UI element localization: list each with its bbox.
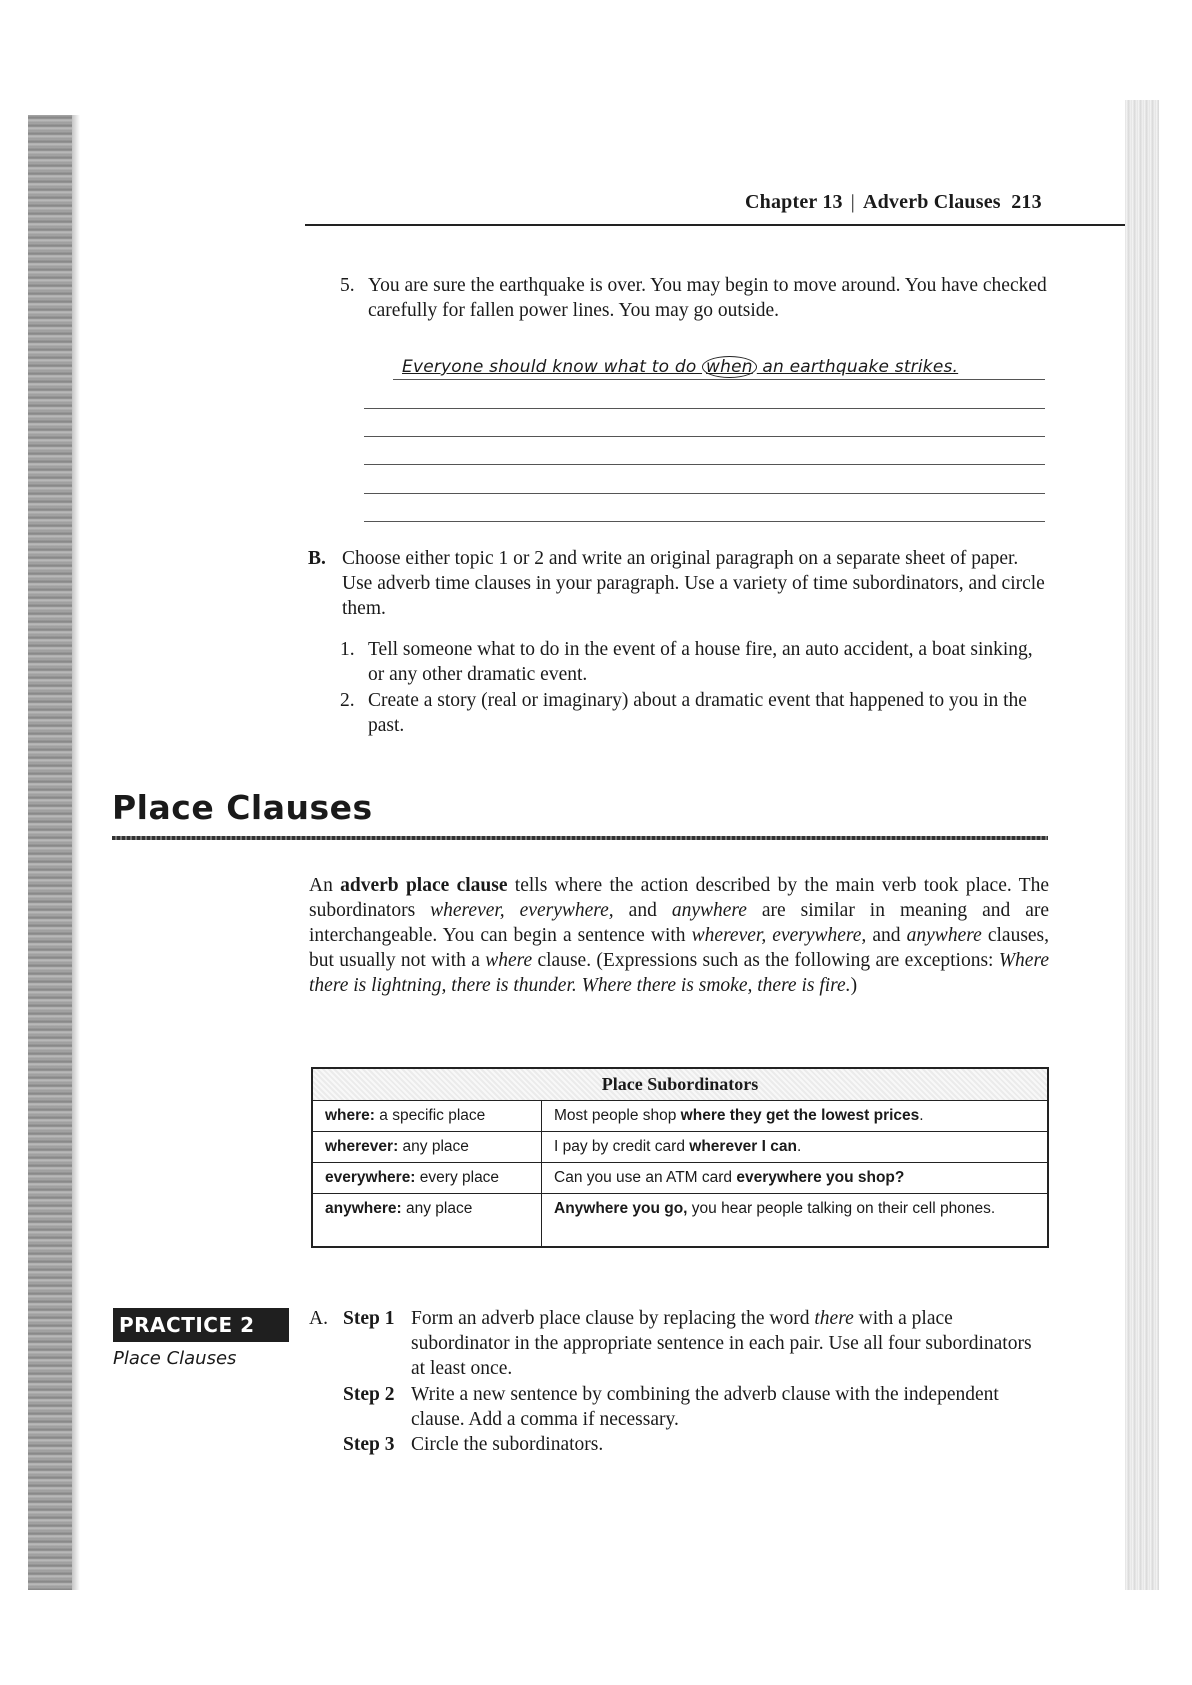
- writing-line: [364, 464, 1045, 465]
- example-sentence: Where there is lightning, there is thunder. Where there is smoke, there is fire.: [309, 950, 1049, 996]
- example-word: where: [485, 950, 533, 971]
- item-number: 5.: [340, 275, 355, 296]
- subordinator-meaning: every place: [415, 1169, 500, 1186]
- intro-paragraph: [309, 873, 1049, 998]
- section-b-label: B.: [308, 548, 326, 569]
- practice-part-label: A.: [309, 1308, 328, 1329]
- example-cell: [542, 1132, 1049, 1163]
- step-text: Write a new sentence by combining the adverb clause with the independent clause. Add a comma if necessary.: [411, 1384, 999, 1430]
- chapter-label: Chapter 13: [745, 191, 843, 213]
- example-text: .: [796, 1138, 802, 1155]
- item-text: You are sure the earthquake is over. You may begin to move around. You have checked carefully for fallen power lines. You may go outside.: [368, 275, 1047, 321]
- step-label: Step 1: [343, 1308, 395, 1329]
- subordinator-cell: [312, 1132, 542, 1163]
- example-text: you hear people talking on their cell phones.: [687, 1200, 996, 1217]
- answer-text-end: an earthquake strikes.: [756, 357, 959, 377]
- subordinator-meaning: any place: [398, 1138, 469, 1155]
- topic-number: 1.: [340, 639, 355, 660]
- text-run: clause. (Expressions such as the following are exceptions:: [532, 950, 999, 971]
- example-clause: where they get the lowest prices: [680, 1107, 920, 1124]
- example-clause: wherever I can: [689, 1138, 797, 1155]
- topic-text: Create a story (real or imaginary) about a dramatic event that happened to you in the past.: [368, 690, 1027, 736]
- subordinator-meaning: any place: [401, 1200, 473, 1217]
- table-row: [312, 1101, 1048, 1132]
- text-run: and: [866, 925, 907, 946]
- handwritten-answer: [402, 357, 958, 377]
- subordinator-term: everywhere:: [325, 1169, 416, 1186]
- step-text: Circle the subordinators.: [411, 1434, 604, 1455]
- step-label: Step 3: [343, 1434, 395, 1455]
- circled-subordinator: when: [702, 356, 757, 378]
- chapter-title: Adverb Clauses: [862, 191, 1001, 213]
- text-run: are similar in meaning and are interchangeable. You can begin a sentence with: [309, 900, 1050, 946]
- page-binding-shadow-left: [28, 115, 72, 1590]
- example-cell: [542, 1194, 1049, 1248]
- example-text: Most people shop: [554, 1107, 681, 1124]
- page-binding-shadow-right: [1125, 100, 1159, 1590]
- example-text: .: [919, 1107, 924, 1124]
- topic-item: [340, 688, 1040, 738]
- table-row: [312, 1163, 1048, 1194]
- subordinator-term: wherever:: [325, 1138, 399, 1155]
- subordinator-term: where:: [325, 1107, 375, 1124]
- subordinator-cell: [312, 1101, 542, 1132]
- example-word: wherever, everywhere,: [691, 925, 867, 946]
- divider: |: [850, 191, 855, 213]
- example-clause: Anywhere you go,: [554, 1200, 688, 1217]
- example-word: anywhere: [906, 925, 982, 946]
- topic-item: [340, 637, 1040, 687]
- place-subordinators-table: [311, 1067, 1049, 1248]
- text-run: tells where the action described by the main verb took place. The subordinators: [309, 875, 1050, 921]
- writing-line: [364, 521, 1045, 522]
- example-clause: everywhere you shop?: [736, 1169, 905, 1186]
- text-run: with a place subordinator in the appropriate sentence in each pair. Use all four subordinators at least once.: [411, 1308, 1032, 1379]
- example-cell: [542, 1101, 1049, 1132]
- writing-line: [393, 379, 1045, 380]
- exercise-item-5: [340, 273, 1060, 323]
- table-title: Place Subordinators: [312, 1068, 1048, 1101]
- example-text: Can you use an ATM card: [554, 1169, 737, 1186]
- text-run: clauses, but usually not with a: [309, 925, 1050, 971]
- table-row: [312, 1132, 1048, 1163]
- text-run: An: [309, 875, 341, 896]
- practice-subtitle: Place Clauses: [113, 1348, 237, 1369]
- step-item: [343, 1432, 1043, 1457]
- section-b-instructions: Choose either topic 1 or 2 and write an original paragraph on a separate sheet of paper. Use adverb time clauses in your paragraph. Use a variety of time subordinators, and circle them.: [342, 548, 1045, 619]
- page-number: 213: [1011, 191, 1042, 213]
- key-term: adverb place clause: [340, 875, 508, 896]
- answer-text-start: Everyone should know what to do: [402, 357, 703, 377]
- writing-line: [364, 436, 1045, 437]
- step-item: [343, 1382, 1043, 1432]
- subordinator-meaning: a specific place: [374, 1107, 486, 1124]
- text-run: and: [613, 900, 672, 921]
- example-word: there: [814, 1308, 854, 1329]
- example-word: wherever, everywhere,: [430, 900, 614, 921]
- section-title: Place Clauses: [112, 788, 373, 827]
- section-b: [308, 546, 1048, 621]
- topic-text: Tell someone what to do in the event of a house fire, an auto accident, a boat sinking, or any other dramatic event.: [368, 639, 1033, 685]
- example-word: anywhere: [671, 900, 747, 921]
- step-item: [343, 1306, 1043, 1381]
- writing-line: [364, 408, 1045, 409]
- writing-line: [364, 493, 1045, 494]
- running-head: [745, 191, 1042, 214]
- step-text: [411, 1306, 1043, 1381]
- subordinator-cell: [312, 1194, 542, 1248]
- text-run: ): [850, 975, 858, 996]
- subordinator-cell: [312, 1163, 542, 1194]
- table-header-row: [312, 1068, 1048, 1101]
- topic-number: 2.: [340, 690, 355, 711]
- header-rule: [305, 224, 1125, 226]
- example-cell: [542, 1163, 1049, 1194]
- step-label: Step 2: [343, 1384, 395, 1405]
- section-rule: [112, 836, 1048, 840]
- text-run: Form an adverb place clause by replacing the word: [411, 1308, 815, 1329]
- practice-badge: PRACTICE 2: [113, 1308, 289, 1342]
- example-text: I pay by credit card: [554, 1138, 690, 1155]
- subordinator-term: anywhere:: [325, 1200, 402, 1217]
- table-row: [312, 1194, 1048, 1248]
